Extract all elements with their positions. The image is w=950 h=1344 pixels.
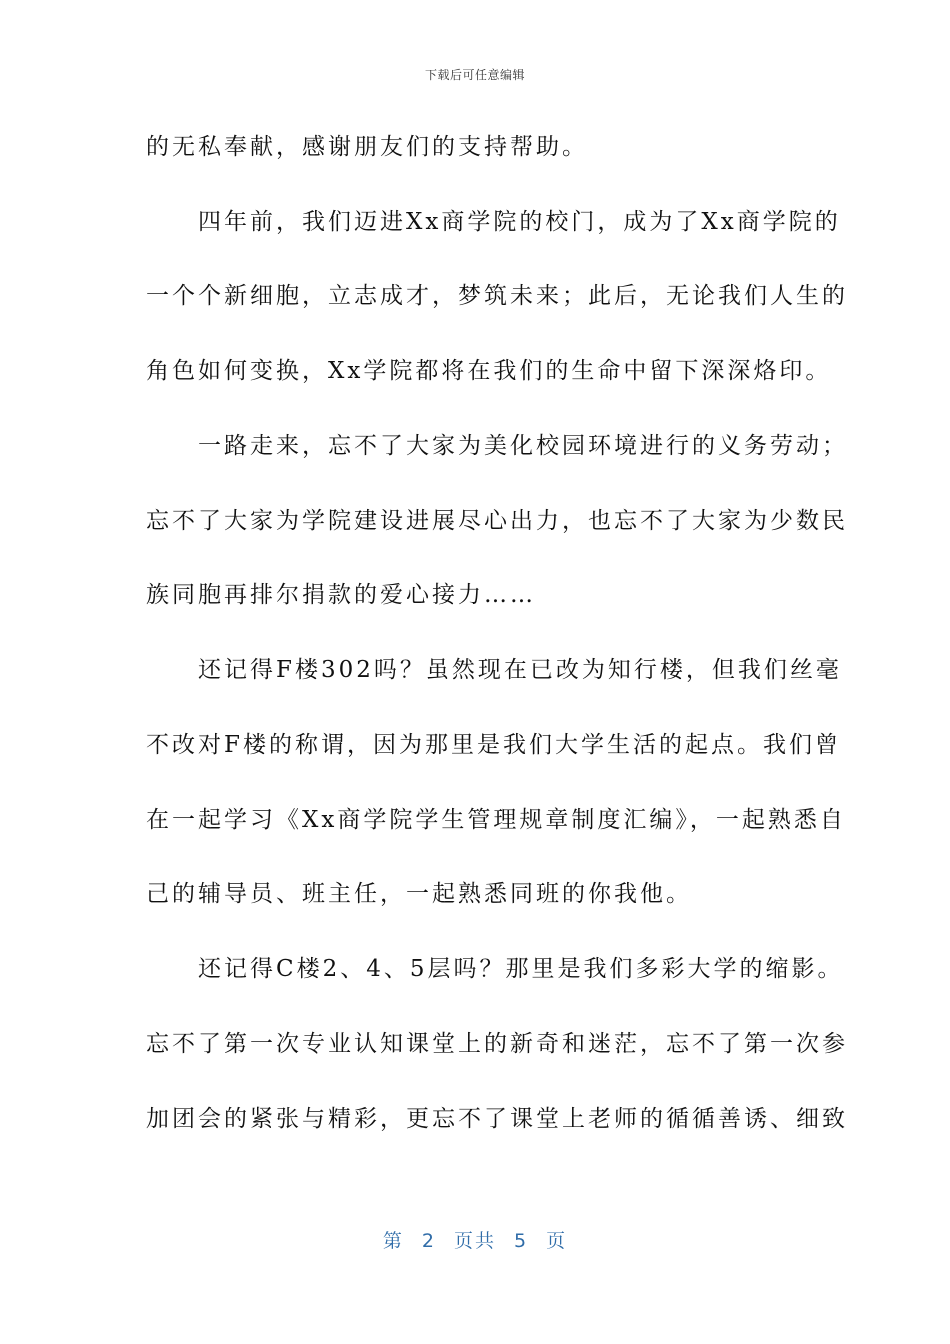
text-line: 族同胞再排尔捐款的爱心接力…… — [146, 582, 536, 608]
text-line: 忘不了第一次专业认知课堂上的新奇和迷茫，忘不了第一次参 — [146, 1031, 848, 1057]
footer-prefix: 第 — [382, 1230, 404, 1252]
page-footer — [0, 1226, 950, 1253]
text-line: 加团会的紧张与精彩，更忘不了课堂上老师的循循善诱、细致 — [146, 1106, 848, 1132]
text-line: 还记得F楼302吗？虽然现在已改为知行楼，但我们丝毫 — [146, 657, 842, 683]
text-line: 角色如何变换，Xx学院都将在我们的生命中留下深深烙印。 — [146, 358, 832, 384]
total-pages-number: 5 — [514, 1230, 529, 1252]
text-line: 还记得C楼2、4、5层吗？那里是我们多彩大学的缩影。 — [146, 956, 844, 982]
text-line: 四年前，我们迈进Xx商学院的校门，成为了Xx商学院的 — [146, 209, 841, 235]
text-line: 不改对F楼的称谓，因为那里是我们大学生活的起点。我们曾 — [146, 732, 841, 758]
current-page-number: 2 — [421, 1230, 436, 1252]
text-line: 在一起学习《Xx商学院学生管理规章制度汇编》，一起熟悉自 — [146, 807, 846, 833]
footer-middle: 页共 — [453, 1230, 496, 1252]
footer-suffix: 页 — [546, 1230, 568, 1252]
text-line: 忘不了大家为学院建设进展尽心出力，也忘不了大家为少数民 — [146, 508, 848, 534]
text-line: 的无私奉献，感谢朋友们的支持帮助。 — [146, 134, 588, 160]
text-line: 己的辅导员、班主任，一起熟悉同班的你我他。 — [146, 881, 692, 907]
text-line: 一个个新细胞，立志成才，梦筑未来；此后，无论我们人生的 — [146, 283, 848, 309]
text-line: 一路走来，忘不了大家为美化校园环境进行的义务劳动； — [146, 433, 848, 459]
page-header: 下载后可任意编辑 — [424, 68, 525, 82]
